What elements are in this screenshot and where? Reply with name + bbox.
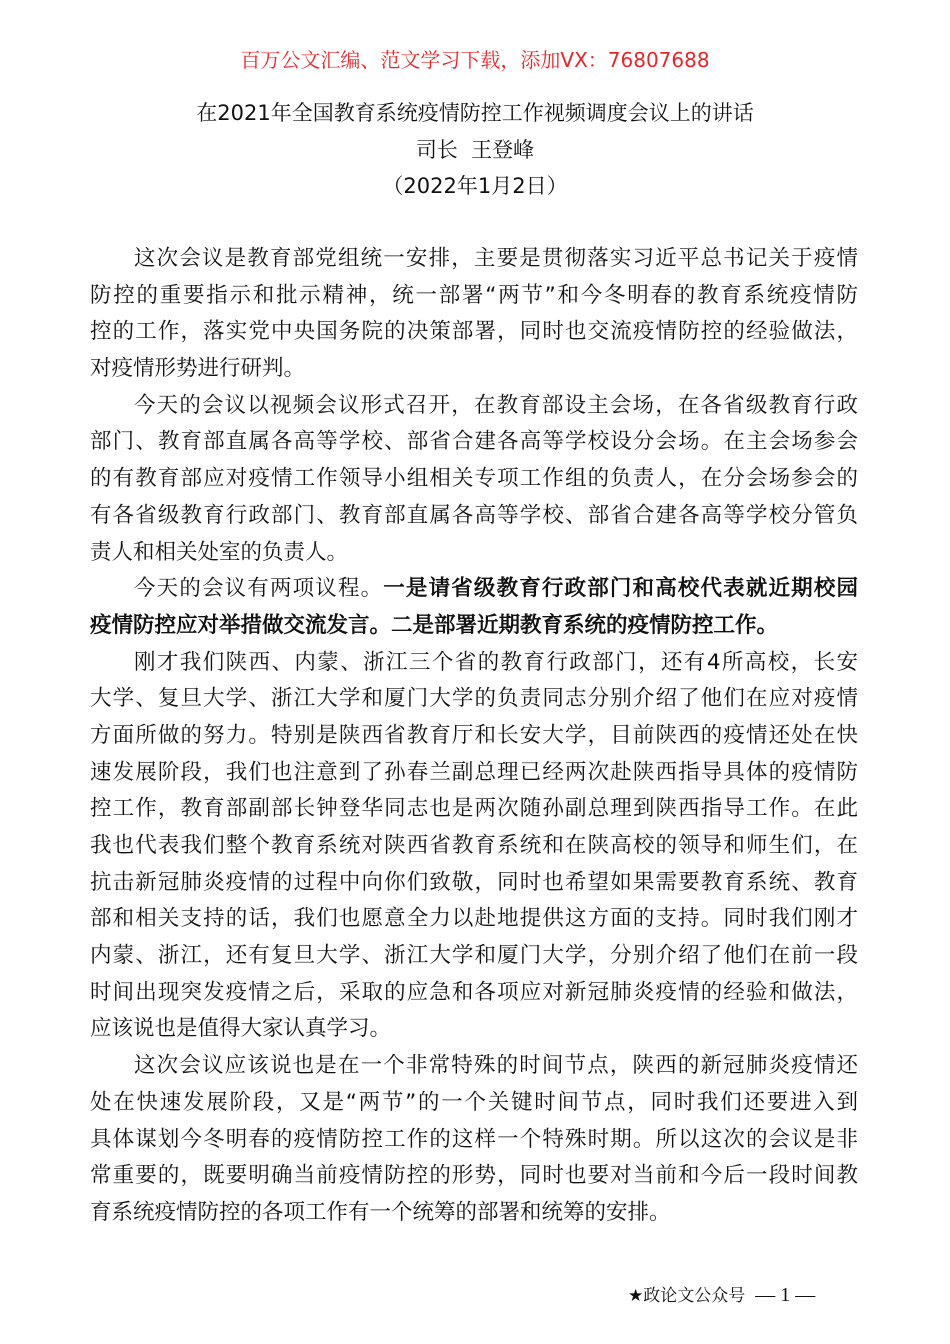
text-line: 控工作，教育部副部长钟登华同志也是两次随孙副总理到陕西指导工作。在此 (90, 796, 858, 822)
text-line: 时间出现突发疫情之后，采取的应急和各项应对新冠肺炎疫情的经验和做法， (90, 979, 858, 1005)
text-line: 应该说也是值得大家认真学习。 (90, 1016, 392, 1042)
text-line (90, 571, 858, 608)
text-line: 防控的重要指示和批示精神，统一部署“两节”和今冬明春的教育系统疫情防 (90, 282, 858, 308)
title-block (0, 95, 950, 205)
agenda-bold-text: 一是请省级教育行政部门和高校代表就近期校园 (383, 576, 858, 602)
text-line: 部门、教育部直属各高等学校、部省合建各高等学校设分会场。在主会场参会 (90, 429, 858, 455)
text-line: 的有教育部应对疫情工作领导小组相关专项工作组的负责人，在分会场参会的 (90, 466, 858, 492)
paragraph-1 (90, 241, 858, 388)
paragraph-4 (90, 645, 858, 1049)
text-line: 今天的会议以视频会议形式召开，在教育部设主会场，在各省级教育行政 (134, 392, 858, 418)
text-line: 控的工作，落实党中央国务院的决策部署，同时也交流疫情防控的经验做法， (90, 319, 858, 345)
agenda-bold-text: 疫情防控应对举措做交流发言。二是部署近期教育系统的疫情防控工作。 (90, 612, 779, 638)
author-line: 司长 王登峰 (415, 137, 535, 162)
text-line: 方面所做的努力。特别是陕西省教育厅和长安大学，目前陕西的疫情还处在快 (90, 722, 858, 748)
text-line: 抗击新冠肺炎疫情的过程中向你们致敬，同时也希望如果需要教育系统、教育 (90, 869, 858, 895)
text-line: 处在快速发展阶段，又是“两节”的一个关键时间节点，同时我们还要进入到 (90, 1089, 858, 1115)
header-notice: 百万公文汇编、范文学习下载，添加VX：76807688 (240, 48, 710, 72)
page-number: — 1 — (755, 1284, 816, 1306)
text-line (90, 608, 858, 645)
text-line: 有各省级教育行政部门、教育部直属各高等学校、部省合建各高等学校分管负 (90, 502, 858, 528)
text-line: 大学、复旦大学、浙江大学和厦门大学的负责同志分别介绍了他们在应对疫情 (90, 686, 858, 712)
text-line: 责人和相关处室的负责人。 (90, 539, 349, 565)
text-line: 这次会议是教育部党组统一安排，主要是贯彻落实习近平总书记关于疫情 (134, 246, 858, 271)
text-line: 我也代表我们整个教育系统对陕西省教育系统和在陕高校的领导和师生们，在 (90, 833, 858, 858)
paragraph-3 (90, 571, 858, 644)
page-footer (628, 1282, 815, 1309)
agenda-intro: 今天的会议有两项议程。 (134, 576, 384, 602)
text-line: 具体谋划今冬明春的疫情防控工作的这样一个特殊时期。所以这次的会议是非 (90, 1126, 858, 1152)
text-line: 育系统疫情防控的各项工作有一个统筹的部署和统筹的安排。 (90, 1199, 671, 1225)
text-line: 对疫情形势进行研判。 (90, 356, 306, 382)
footer-source: ★政论文公众号 (628, 1286, 746, 1306)
paragraph-2 (90, 388, 858, 571)
text-line: 常重要的，既要明确当前疫情防控的形势，同时也要对当前和今后一段时间教 (90, 1163, 858, 1189)
paragraph-5 (90, 1048, 858, 1231)
document-title: 在2021年全国教育系统疫情防控工作视频调度会议上的讲话 (196, 101, 754, 125)
text-line: 这次会议应该说也是在一个非常特殊的时间节点，陕西的新冠肺炎疫情还 (134, 1053, 858, 1079)
text-line: 内蒙、浙江，还有复旦大学、浙江大学和厦门大学，分别介绍了他们在前一段 (90, 943, 858, 969)
document-body (90, 241, 858, 1232)
text-line: 部和相关支持的话，我们也愿意全力以赴地提供这方面的支持。同时我们刚才 (90, 906, 858, 932)
text-line: 速发展阶段，我们也注意到了孙春兰副总理已经两次赴陕西指导具体的疫情防 (90, 759, 858, 785)
text-line: 刚才我们陕西、内蒙、浙江三个省的教育行政部门，还有4所高校，长安 (134, 649, 858, 675)
date-line: （2022年1月2日） (382, 174, 568, 199)
